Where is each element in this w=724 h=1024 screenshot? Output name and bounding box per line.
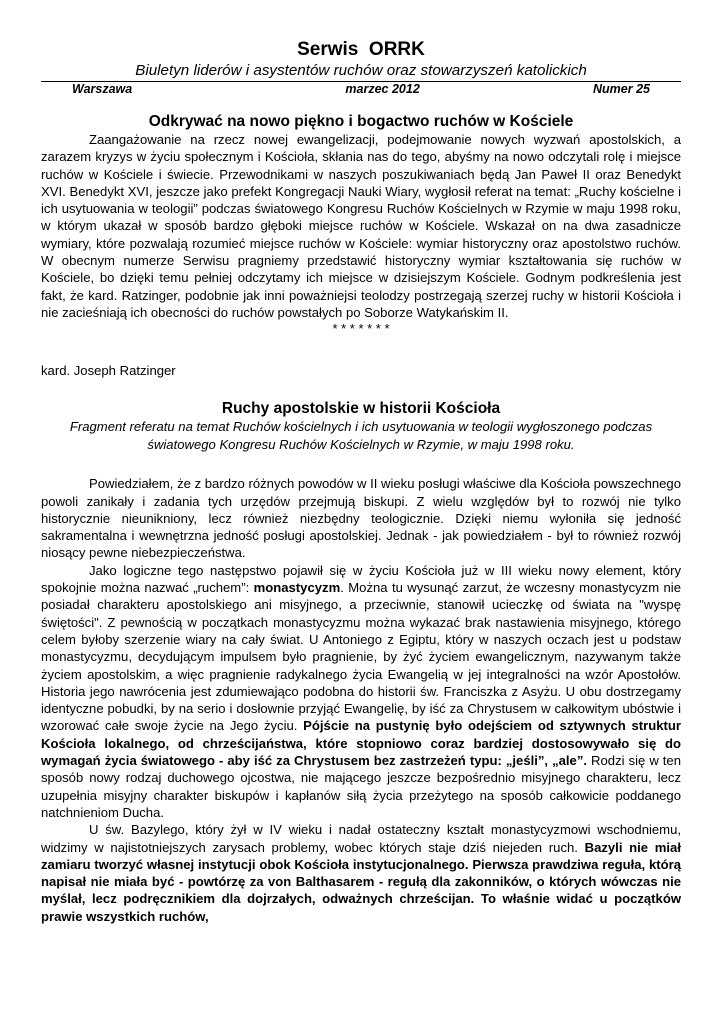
p2-text-e: Rodzi się w ten sposób nowy rodzaj duchowego ojcostwa, nie mającego jeszcze bezpośrednio misyjnego charakteru, lecz uzupełnia misyjny charakter biskupów i kapłanów siłą życia przeżytego na sposób całkowicie poddanego natchnieniom Ducha. [41,753,681,820]
section-separator: * * * * * * * [332,321,390,337]
article-paragraph-3 [41,821,681,925]
masthead [41,38,681,97]
article-title: Ruchy apostolskie w historii Kościoła [221,400,501,418]
p3-text-a: U św. Bazylego, który żył w IV wieku i nadał ostateczny kształt monastycyzmowi wschodniemu, widzimy w najistotniejszych zarysach problemy, wobec których staje dziś niejeden ruch. [41,822,681,855]
p3-bold-passage: Bazyli nie miał zamiaru tworzyć własnej instytucji obok Kościoła instytucjonalnego. Pierwsza prawdziwa reguła, którą napisał nie miała być - powtórzę za von Balthasarem - regułą dla zakonników, o których wówczas nie myślał, lecz podręcznikiem dla dojrzałych, odważnych chrześcijan. To właśnie widać u początków prawie wszystkich ruchów, [41,839,681,924]
p2-text-c: . Można tu wysunąć zarzut, że wczesny monastycyzm nie posiadał charakteru apostolskiego ani misyjnego, a przeciwnie, stanowił ucieczkę od świata na "wyspę świętości". Z pewnością w początkach monastycyzmu można wykazać brak nastawienia misyjnego, którego celem byłoby szerzenie wiary na cały świat. U Antoniego z Egiptu, który w naszych oczach jest u podstaw monastycyzmu, decydującym impulsem było pragnienie, by żyć życiem ewangelicznym, nazywanym także życiem apostolskim, a więc pragnienie radykalnego życia Ewangelią w jej integralności na wzór Apostołów. Historia jego nawrócenia jest zdumiewająco podobna do historii św. Franciszka z Asyżu. U obu dostrzegamy identyczne pobudki, by na serio i dosłownie przyjąć Ewangelię, by iść za Chrystusem w całkowitym ubóstwie i wzorować całe swoje życie na Jego życiu. [41,580,681,734]
newsletter-title: Serwis ORRK [297,39,425,60]
article-paragraph-2 [41,562,681,821]
issue-date: marzec 2012 [345,82,420,96]
document-page [41,38,681,925]
newsletter-subtitle: Biuletyn liderów i asystentów ruchów oraz stowarzyszeń katolickich [135,62,587,79]
article-subtitle: Fragment referatu na temat Ruchów kościelnych i ich usytuowania w teologii wygłoszonego podczas światowego Kongresu Ruchów Kościelnych w Rzymie, w maju 1998 roku. [69,419,653,452]
p2-bold-passage: Pójście na pustynię było odejściem od sztywnych struktur Kościoła lokalnego, od chrześcijaństwa, które stopniowo coraz bardziej dostosowywało się do wymagań życia światowego - aby iść za Chrystusem bez zastrzeżeń typu: „jeśli”, „ale”. [41,718,681,769]
intro-paragraph: Zaangażowanie na rzecz nowej ewangelizacji, podejmowanie nowych wyzwań apostolskich, a zarazem kryzys w życiu społecznym i Kościoła, skłania nas do tego, abyśmy na nowo odczytali rolę i miejsce ruchów w Kościele i świecie. Przewodnikami w naszych poszukiwaniach będą Jan Paweł II oraz Benedykt XVI. Benedykt XVI, jeszcze jako prefekt Kongregacji Nauki Wiary, wygłosił referat na temat: „Ruchy kościelne i ich usytuowania w teologii” podczas światowego Kongresu Ruchów Kościelnych w Rzymie w maju 1998 roku, w którym ukazał w sposób bardzo głęboki miejsce ruchów w Kościele. Wskazał on na dwa zasadnicze wymiary, które pozwalają rozumieć miejsce ruchów w Kościele: wymiar historyczny oraz apostolstwo ruchów. W obecnym numerze Serwisu pragniemy przedstawić historyczny wymiar kształtowania się ruchów w Kościele, bo dzięki temu pełniej odczytamy ich miejsce w dzisiejszym Kościele. Godnym podkreślenia jest fakt, że kard. Ratzinger, podobnie jak inni poważniejsi teolodzy postrzegają szerzej ruchy w historii Kościoła i nie zacieśniają ich obecności do ruchów powstałych po Soborze Watykańskim II. [41,132,681,320]
issue-number: Numer 25 [593,82,650,96]
p2-bold-monastycyzm: monastycyzm [253,580,341,596]
article-paragraph-1: Powiedziałem, że z bardzo różnych powodów w II wieku posługi właściwe dla Kościoła powszechnego powoli zanikały i zadania tych urzędów przejmują biskupi. Z wielu względów był to rozwój nie tylko historycznie nieunikniony, lecz również niezbędny teologicznie. Dzięki niemu wyłoniła się jedność sakramentalna i wewnętrzna jedność posługi apostolskiej. Jednak - jak powiedziałem - był to również rozwój niosący pewne niebezpieczeństwa. [41,476,681,561]
issue-city: Warszawa [72,82,133,96]
intro-heading: Odkrywać na nowo piękno i bogactwo ruchów w Kościele [148,113,574,130]
article-author: kard. Joseph Ratzinger [41,363,176,379]
p2-text-a: Jako logiczne tego następstwo pojawił się w życiu Kościoła już w III wieku nowy element, który spokojnie można nazwać „ruchem”: [41,562,681,596]
issue-meta [41,82,681,97]
